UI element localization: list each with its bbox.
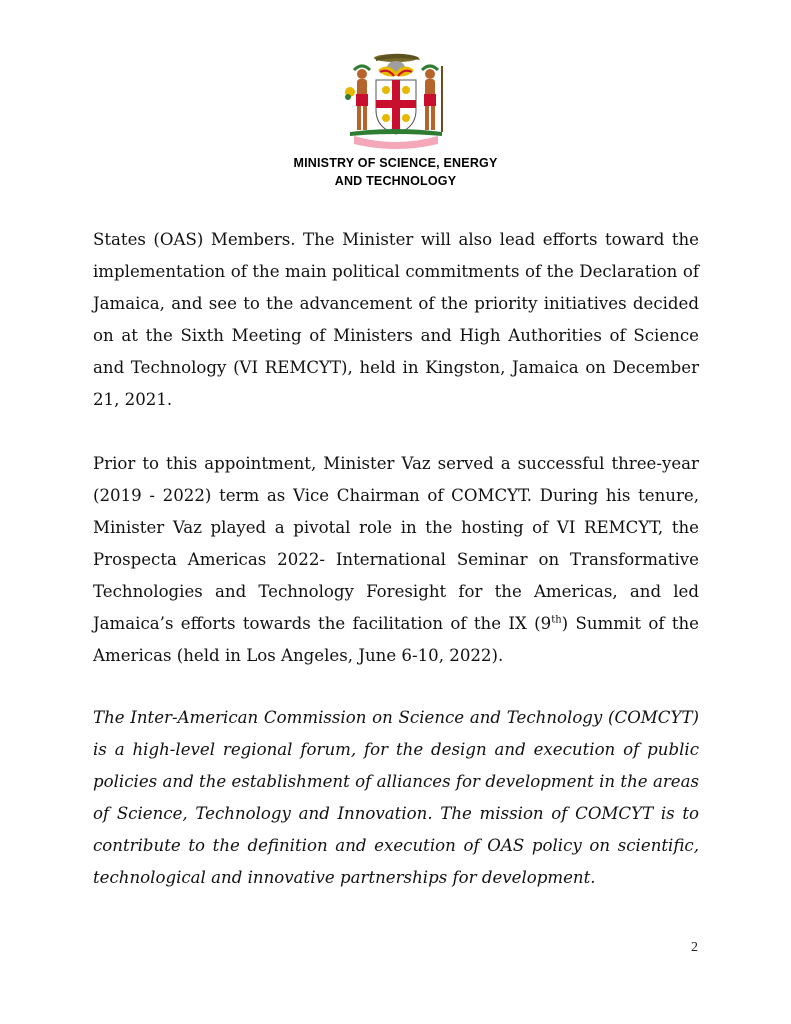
ministry-name-line1: MINISTRY OF SCIENCE, ENERGY xyxy=(293,156,498,170)
paragraph-prior-appointment-end: ) Summit of the Americas (held in Los Angeles, June 6-10, 2022). xyxy=(93,614,700,665)
page-number: 2 xyxy=(691,940,698,955)
ministry-name-line2: AND TECHNOLOGY xyxy=(334,174,457,188)
paragraph-prior-appointment-text: Prior to this appointment, Minister Vaz served a successful three-year (2019 - 2022) term as Vice Chairman of COMCYT. During his tenure, Minister Vaz played a pivotal role in the hosting of VI REMCYT, the Prospecta Americas 2022- International Seminar on Transformative Technologies and Technology Foresight for the Americas, and led Jamaica’s efforts towards the facilitation of the IX (9 xyxy=(93,454,699,633)
paragraph-prior-appointment xyxy=(93,448,699,672)
paragraph-comcyt-description: The Inter-American Commission on Science and Technology (COMCYT) is a high-level regional forum, for the design and execution of public policies and the establishment of alliances for development in the areas of Science, Technology and Innovation. The mission of COMCYT is to contribute to the definition and execution of OAS policy on scientific, technological and innovative partnerships for development. xyxy=(93,708,699,887)
ordinal-suffix: th xyxy=(551,614,562,626)
letterhead xyxy=(0,48,791,188)
paragraph-oas-members: States (OAS) Members. The Minister will also lead efforts toward the implementation of the main political commitments of the Declaration of Jamaica, and see to the advancement of the priority initiatives decided on at the Sixth Meeting of Ministers and High Authorities of Science and Technology (VI REMCYT), held in Kingston, Jamaica on December 21, 2021. xyxy=(93,230,699,409)
jamaica-coat-of-arms-icon xyxy=(340,48,452,152)
